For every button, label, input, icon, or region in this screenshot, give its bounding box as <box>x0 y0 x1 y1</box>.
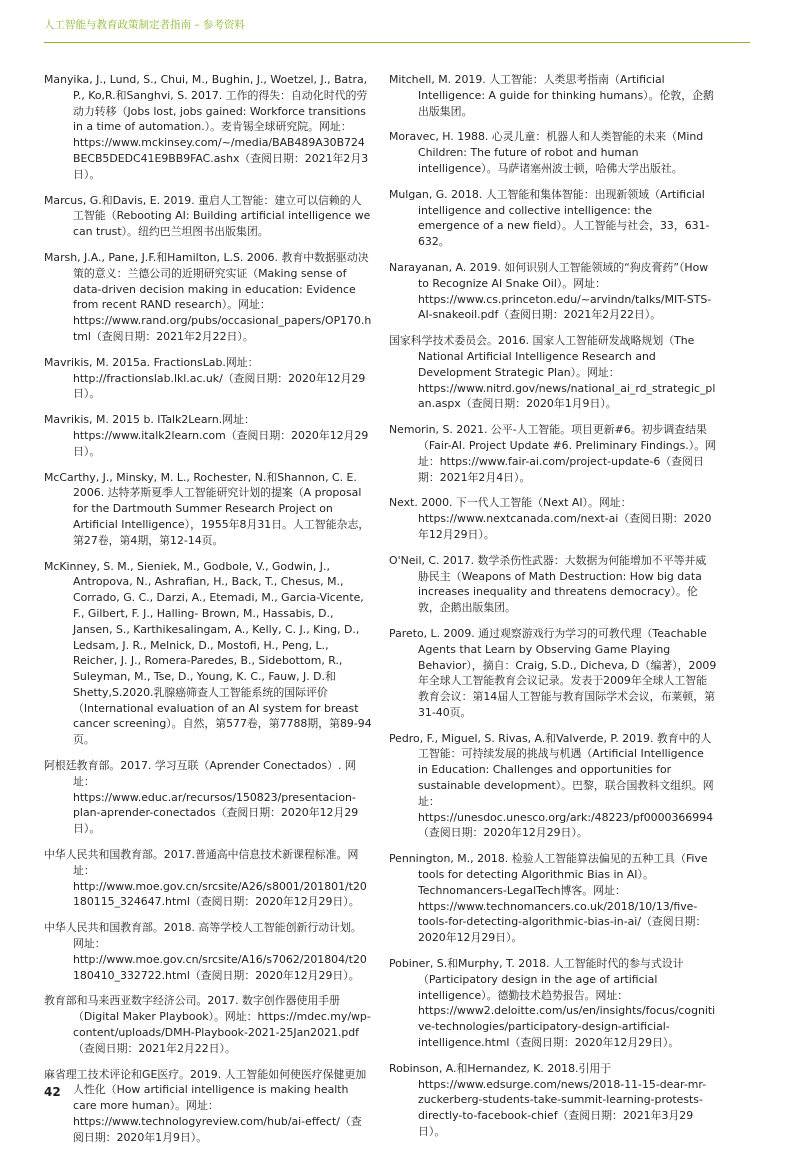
reference-entry: Pennington, M., 2018. 检验人工智能算法偏见的五种工具（Five tools for detecting Algorithmic Bias in AI）。Technomancers-LegalTech博客。网址：https://www.technomancers.co.uk/2018/10/13/five-tools-for-detecting-algorithmic-bias-in-ai/（查阅日期：2020年12月29日）。 <box>389 852 708 945</box>
reference-entry: Next. 2000. 下一代人工智能（Next AI）。网址：https://www.nextcanada.com/next-ai（查阅日期：2020年12月29日）。 <box>389 496 712 541</box>
reference-entry: Moravec, H. 1988. 心灵儿童：机器人和人类智能的未来（Mind Children: The future of robot and human intelligence）。马萨诸塞州波士顿，哈佛大学出版社。 <box>389 130 704 175</box>
reference-entry: Robinson, A.和Hernandez, K. 2018.引用于https://www.edsurge.com/news/2018-11-15-dear-mr-zuckerberg-students-take-summit-learning-protests-directly-to-facebook-chief（查阅日期：2021年3月29日）。 <box>389 1061 707 1139</box>
reference-entry: O'Neil, C. 2017. 数学杀伤性武器：大数据为何能增加不平等并威胁民主（Weapons of Math Destruction: How big data increases inequality and threatens democracy）。伦敦，企鹅出版集团。 <box>389 553 707 615</box>
references-left-column <box>44 72 372 1156</box>
reference-entry: Narayanan, A. 2019. 如何识别人工智能领域的“狗皮膏药”（How to Recognize AI Snake Oil）。网址：https://www.cs.princeton.edu/~arvindn/talks/MIT-STS-AI-snakeoil.pdf（查阅日期：2021年2月22日）。 <box>389 260 712 322</box>
reference-entry: 阿根廷教育部。2017. 学习互联（Aprender Conectados）. 网址：https://www.educ.ar/recursos/150823/presentacion-plan-aprender-conectados（查阅日期：2020年12月29日）。 <box>44 759 359 836</box>
reference-entry: Manyika, J., Lund, S., Chui, M., Bughin, J., Woetzel, J., Batra, P., Ko,R.和Sanghvi, S. 2017. 工作的得失：自动化时代的劳动力转移（Jobs lost, jobs gained: Workforce transitions in a time of automation.）。麦肯锡全球研究院。网址：https://www.mckinsey.com/~/media/BAB489A30B724BECB5DEDC41E9BB9FAC.ashx（查阅日期：2021年2月3日）。 <box>44 73 369 181</box>
reference-entry: Pobiner, S.和Murphy, T. 2018. 人工智能时代的参与式设计（Participatory design in the age of artificial intelligence）。德勤技术趋势报告。网址：https://www2.deloitte.com/us/en/insights/focus/cognitive-technologies/participatory-design-artificial-intelligence.html（查阅日期：2020年12月29日）。 <box>389 957 716 1050</box>
reference-entry: 中华人民共和国教育部。2017.普通高中信息技术新课程标准。网址：http://www.moe.gov.cn/srcsite/A26/s8001/201801/t20180115_324647.html（查阅日期：2020年12月29日）。 <box>44 848 367 909</box>
reference-entry: McCarthy, J., Minsky, M. L., Rochester, N.和Shannon, C. E. 2006. 达特茅斯夏季人工智能研究计划的提案（A proposal for the Dartmouth Summer Research Project on Artificial Intelligence），1955年8月31日。人工智能杂志，第27卷，第4期，第12-14页。 <box>44 470 370 547</box>
reference-entry: Mavrikis, M. 2015 b. ITalk2Learn.网址：https://www.italk2learn.com（查阅日期：2020年12月29日）。 <box>44 413 369 458</box>
reference-entry: 麻省理工技术评论和GE医疗。2019. 人工智能如何使医疗保健更加人性化（How artificial intelligence is making health care more human）。网址：https://www.technologyreview.com/hub/ai-effect/（查阅日期：2020年1月9日）。 <box>44 1067 367 1144</box>
reference-entry: Mavrikis, M. 2015a. FractionsLab.网址：http://fractionslab.lkl.ac.uk/（查阅日期：2020年12月29日）。 <box>44 355 366 401</box>
reference-entry: Mulgan, G. 2018. 人工智能和集体智能：出现新领域（Artificial intelligence and collective intelligence: the emergence of a new field）。人工智能与社会，33，631-632。 <box>389 187 710 249</box>
references-right-column <box>389 72 717 1150</box>
reference-entry: Pareto, L. 2009. 通过观察游戏行为学习的可教代理（Teachable Agents that Learn by Observing Game Playing Behavior），摘自：Craig, S.D., Dicheva, D（编著），2009年全球人工智能教育会议记录。发表于2009年全球人工智能教育会议：第14届人工智能与教育国际学术会议，布莱顿，第31-40页。 <box>389 626 717 719</box>
reference-entry: McKinney, S. M., Sieniek, M., Godbole, V., Godwin, J., Antropova, N., Ashrafian, H., Back, T., Chesus, M., Corrado, G. C., Darzi, A., Etemadi, M., Garcia-Vicente, F., Gilbert, F. J., Halling- Brown, M., Hassabis, D., Jansen, S., Karthikesalingam, A., Kelly, C. J., King, D., Ledsam, J. R., Melnick, D., Mostofi, H., Peng, L., Reicher, J. J., Romera-Paredes, B., Sidebottom, R., Suleyman, M., Tse, D., Young, K. C., Fauw, J. D.和Shetty,S.2020.乳腺癌筛查人工智能系统的国际评价（International evaluation of an AI system for breast cancer screening）。自然，第577卷，第7788期，第89-94页。 <box>44 559 372 747</box>
header-divider <box>44 42 750 43</box>
reference-entry: Marsh, J.A., Pane, J.F.和Hamilton, L.S. 2006. 教育中数据驱动决策的意义：兰德公司的近期研究实证（Making sense of data-driven decision making in education: Evidence from recent RAND research）。网址：https://www.rand.org/pubs/occasional_papers/OP170.html（查阅日期：2021年2月22日）。 <box>44 250 372 343</box>
reference-entry: Mitchell, M. 2019. 人工智能：人类思考指南（Artificial Intelligence: A guide for thinking humans）。伦敦，企鹅出版集团。 <box>389 73 714 118</box>
running-header: 人工智能与教育政策制定者指南 – 参考资料 <box>44 19 245 31</box>
reference-entry: Marcus, G.和Davis, E. 2019. 重启人工智能：建立可以信赖的人工智能（Rebooting AI: Building artificial intelligence we can trust）。纽约巴兰坦图书出版集团。 <box>44 193 371 239</box>
reference-entry: Pedro, F., Miguel, S. Rivas, A.和Valverde, P. 2019. 教育中的人工智能：可持续发展的挑战与机遇（Artificial Intelligence in Education: Challenges and opportunities for sustainable development）。巴黎，联合国教科文组织。网址：https://unesdoc.unesco.org/ark:/48223/pf0000366994（查阅日期：2020年12月29日）。 <box>389 731 714 840</box>
reference-entry: 教育部和马来西亚数字经济公司。2017. 数字创作器使用手册（Digital Maker Playbook）。网址：https://mdec.my/wp-content/uploads/DMH-Playbook-2021-25Jan2021.pdf（查阅日期：2021年2月22日）。 <box>44 994 371 1055</box>
reference-entry: 中华人民共和国教育部。2018. 高等学校人工智能创新行动计划。网址：http://www.moe.gov.cn/srcsite/A16/s7062/201804/t20180410_332722.html（查阅日期：2020年12月29日）。 <box>44 921 367 982</box>
page-number: 42 <box>44 1085 61 1099</box>
reference-entry: 国家科学技术委员会。2016. 国家人工智能研发战略规划（The National Artificial Intelligence Research and Development Strategic Plan）。网址：https://www.nitrd.gov/news/national_ai_rd_strategic_plan.aspx（查阅日期：2020年1月9日）。 <box>389 334 716 411</box>
reference-entry: Nemorin, S. 2021. 公平-人工智能。项目更新#6。初步调查结果（Fair-AI. Project Update #6. Preliminary Findings.）。网址：https://www.fair-ai.com/project-update-6（查阅日期：2021年2月4日）。 <box>389 423 716 484</box>
